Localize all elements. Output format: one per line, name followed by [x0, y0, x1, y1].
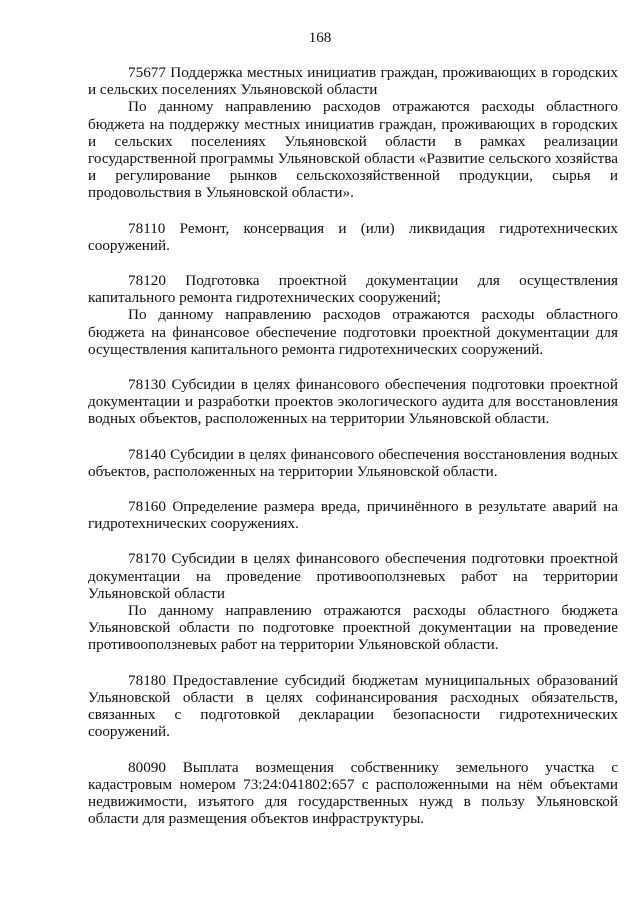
section-description: По данному направлению отражаются расходы областного бюджета Ульяновской области по подготовке проектной документации на проведение противооползневых работ на территории Ульяновской области. — [88, 602, 618, 654]
section-heading: 78180 Предоставление субсидий бюджетам муниципальных образований Ульяновской области в целях софинансирования расходных обязательств, связанных с подготовкой декларации безопасности гидротехнических сооружений. — [88, 671, 618, 741]
section-heading: 78130 Субсидии в целях финансового обеспечения подготовки проектной документации и разработки проектов экологического аудита для восстановления водных объектов, расположенных на территории Ульяновской области. — [88, 376, 618, 428]
section-78160 — [88, 498, 618, 532]
section-80090 — [88, 759, 618, 828]
section-78180 — [88, 672, 618, 741]
section-heading: 80090 Выплата возмещения собственнику земельного участка с кадастровым номером 73:24:041802:657 с расположенными на нём объектами недвижимости, изъятого для государственных нужд в пользу Ульяновской области для размещения объектов инфраструктуры. — [88, 758, 618, 828]
page-number: 168 — [308, 30, 332, 46]
section-heading: 78140 Субсидии в целях финансового обеспечения восстановления водных объектов, расположенных на территории Ульяновской области. — [88, 445, 618, 480]
section-78120 — [88, 272, 618, 358]
section-78130 — [88, 376, 618, 428]
section-heading: 75677 Поддержка местных инициатив граждан, проживающих в городских и сельских поселениях Ульяновской области — [88, 64, 618, 99]
section-75677 — [88, 64, 618, 202]
section-heading: 78110 Ремонт, консервация и (или) ликвидация гидротехнических сооружений. — [88, 219, 618, 254]
section-78140 — [88, 446, 618, 480]
section-heading: 78160 Определение размера вреда, причинённого в результате аварий на гидротехнических сооружениях. — [88, 498, 618, 533]
section-78170 — [88, 550, 618, 653]
section-78110 — [88, 220, 618, 254]
section-heading: 78120 Подготовка проектной документации для осуществления капитального ремонта гидротехнических сооружений; — [88, 272, 618, 307]
section-description: По данному направлению расходов отражаются расходы областного бюджета на поддержку местных инициатив граждан, проживающих в городских и сельских поселениях Ульяновской области в рамках реализации государственной программы Ульяновской области «Развитие сельского хозяйства и регулирование рынков сельскохозяйственной продукции, сырья и продовольствия в Ульяновской области». — [88, 98, 618, 202]
section-description: По данному направлению расходов отражаются расходы областного бюджета на финансовое обеспечение подготовки проектной документации для осуществления капитального ремонта гидротехнических сооружений. — [88, 306, 618, 358]
section-heading: 78170 Субсидии в целях финансового обеспечения подготовки проектной документации на проведение противооползневых работ на территории Ульяновской области — [88, 550, 618, 602]
document-body — [88, 64, 618, 845]
